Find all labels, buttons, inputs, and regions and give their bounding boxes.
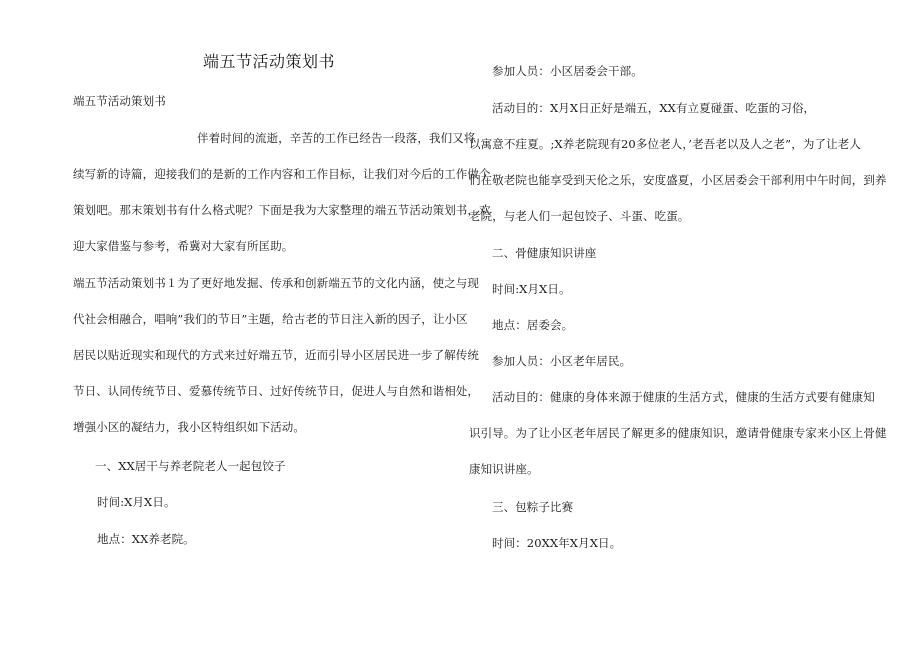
text-line: 端五节活动策划书 <box>73 94 166 108</box>
text-line: 一、XX居干与养老院老人一起包饺子 <box>95 459 286 473</box>
document-title: 端五节活动策划书 <box>203 52 336 71</box>
text-line: 时间:X月X日。 <box>97 495 176 509</box>
text-line: 增强小区的凝结力，我小区特组织如下活动。 <box>73 420 305 434</box>
text-line: 们在敬老院也能享受到天伦之乐，安度盛夏，小区居委会干部利用中午时间，到养 <box>469 173 887 187</box>
text-line: 端五节活动策划书１为了更好地发掘、传承和创新端五节的文化内涵，使之与现 <box>73 276 479 290</box>
text-line: 地点：居委会。 <box>492 318 574 332</box>
text-line: 续写新的诗篇，迎接我们的是新的工作内容和工作目标，让我们对今后的工作做个 <box>73 167 491 181</box>
text-line: 伴着时间的流逝，辛苦的工作已经告一段落，我们又将 <box>197 131 476 145</box>
text-line: 以寓意不疰夏。;X养老院现有20多位老人，’老吾老以及人之老”，为了让老人 <box>469 137 861 151</box>
text-line: 活动目的：X月X日正好是端五，XX有立夏碰蛋、吃蛋的习俗， <box>492 101 816 115</box>
text-line: 时间:X月X日。 <box>492 282 571 296</box>
text-line: 时间：20XX年X月X日。 <box>492 536 622 550</box>
text-line: 代社会相融合，唱响”我们的节日”主题，给古老的节日注入新的因子，让小区 <box>73 312 468 326</box>
text-line: 参加人员：小区居委会干部。 <box>492 64 643 78</box>
text-line: 二、骨健康知识讲座 <box>492 246 597 260</box>
text-line: 居民以贴近现实和现代的方式来过好端五节，近而引导小区居民进一步了解传统 <box>73 348 479 362</box>
text-line: 迎大家借鉴与参考，希冀对大家有所匡助。 <box>73 239 294 253</box>
text-line: 策划吧。那末策划书有什么格式呢？下面是我为大家整理的端五节活动策划书，欢 <box>73 203 491 217</box>
text-line: 老院，与老人们一起包饺子、斗蛋、吃蛋。 <box>469 209 690 223</box>
text-line: 参加人员：小区老年居民。 <box>492 354 632 368</box>
text-line: 识引导。为了让小区老年居民了解更多的健康知识，邀请骨健康专家来小区上骨健 <box>469 426 887 440</box>
text-line: 活动目的：健康的身体来源于健康的生活方式，健康的生活方式要有健康知 <box>492 390 875 404</box>
text-line: 节日、认同传统节日、爱慕传统节日、过好传统节日，促进人与自然和谐相处， <box>73 384 479 398</box>
text-line: 三、包粽子比赛 <box>492 500 574 514</box>
text-line: 地点：XX养老院。 <box>97 532 195 546</box>
text-line: 康知识讲座。 <box>469 462 539 476</box>
